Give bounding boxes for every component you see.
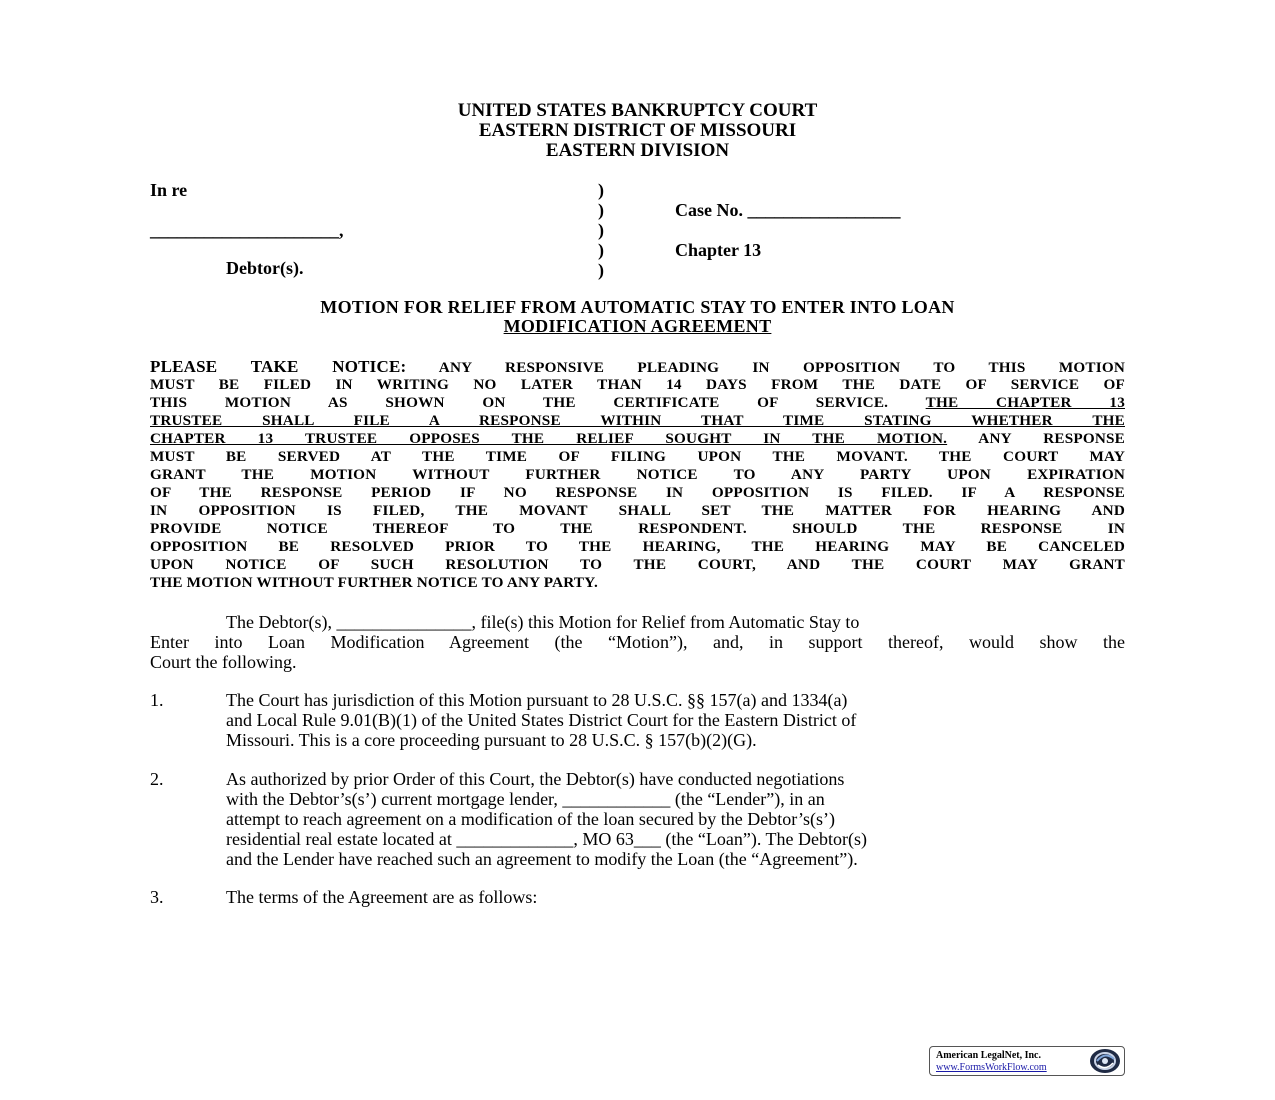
item-line: As authorized by prior Order of this Court, the Debtor(s) have conducted negotiations xyxy=(226,769,845,789)
item-line: residential real estate located at _____________, MO 63___ (the “Loan”). The Debtor(s) xyxy=(226,829,867,849)
caption-paren: ) xyxy=(598,260,604,280)
notice-line xyxy=(150,358,1125,377)
court-division: EASTERN DIVISION xyxy=(545,140,730,161)
item-line: attempt to reach agreement on a modification of the loan secured by the Debtor’s(s’) xyxy=(226,809,835,829)
american-legalnet-logo xyxy=(929,1046,1125,1076)
logo-website-link[interactable]: www.FormsWorkFlow.com xyxy=(936,1062,1047,1073)
debtor-name-blank: _____________________, xyxy=(150,220,344,240)
item-number: 3. xyxy=(150,887,164,907)
notice-text: ANY RESPONSIVE PLEADING IN OPPOSITION TO THIS MOTION xyxy=(406,359,1125,376)
item-line: with the Debtor’s(s’) current mortgage lender, ____________ (the “Lender”), in an xyxy=(226,789,825,809)
notice-lead: PLEASE TAKE NOTICE: xyxy=(150,357,407,376)
in-re-label: In re xyxy=(150,180,188,200)
intro-line: The Debtor(s), _______________, file(s) this Motion for Relief from Automatic Stay to xyxy=(226,612,860,632)
logo-company-name: American LegalNet, Inc. xyxy=(936,1050,1041,1061)
notice-text: ANY RESPONSE xyxy=(947,430,1126,447)
notice-line-underlined: TRUSTEE SHALL FILE A RESPONSE WITHIN THAT TIME STATING WHETHER THE xyxy=(150,412,1125,429)
item-number: 2. xyxy=(150,769,164,789)
notice-text: THIS MOTION AS SHOWN ON THE CERTIFICATE OF SERVICE. xyxy=(150,394,926,411)
motion-title-line2 xyxy=(150,317,1125,336)
court-name: UNITED STATES BANKRUPTCY COURT xyxy=(457,100,818,121)
notice-underlined: CHAPTER 13 TRUSTEE OPPOSES THE RELIEF SOUGHT IN THE MOTION. xyxy=(150,430,948,447)
item-line: The terms of the Agreement are as follows: xyxy=(226,887,538,907)
intro-line: Court the following. xyxy=(150,652,297,672)
case-number: Case No. _________________ xyxy=(675,200,901,220)
notice-line: OPPOSITION BE RESOLVED PRIOR TO THE HEARING, THE HEARING MAY BE CANCELED xyxy=(150,538,1125,555)
notice-line: MUST BE SERVED AT THE TIME OF FILING UPON THE MOVANT. THE COURT MAY xyxy=(150,448,1125,465)
debtor-label: Debtor(s). xyxy=(226,258,304,278)
item-line: and the Lender have reached such an agreement to modify the Loan (the “Agreement”). xyxy=(226,849,858,869)
item-line: and Local Rule 9.01(B)(1) of the United States District Court for the Eastern District of xyxy=(226,710,857,730)
notice-line xyxy=(150,394,1125,412)
caption-paren: ) xyxy=(598,180,604,200)
notice-line: OF THE RESPONSE PERIOD IF NO RESPONSE IN OPPOSITION IS FILED. IF A RESPONSE xyxy=(150,484,1125,501)
intro-line: Enter into Loan Modification Agreement (the “Motion”), and, in support thereof, would show the xyxy=(150,632,1125,652)
notice-line: GRANT THE MOTION WITHOUT FURTHER NOTICE TO ANY PARTY UPON EXPIRATION xyxy=(150,466,1125,483)
caption-paren: ) xyxy=(598,200,604,220)
notice-line: UPON NOTICE OF SUCH RESOLUTION TO THE COURT, AND THE COURT MAY GRANT xyxy=(150,556,1125,573)
notice-line: THE MOTION WITHOUT FURTHER NOTICE TO ANY PARTY. xyxy=(150,574,599,591)
item-line: Missouri. This is a core proceeding pursuant to 28 U.S.C. § 157(b)(2)(G). xyxy=(226,730,757,750)
motion-title-underlined: MODIFICATION AGREEMENT xyxy=(503,316,772,336)
notice-line xyxy=(150,430,1125,448)
notice-underlined: THE CHAPTER 13 xyxy=(925,394,1125,411)
globe-swirl-icon xyxy=(1088,1048,1122,1074)
caption-paren: ) xyxy=(598,240,604,260)
motion-title: MOTION FOR RELIEF FROM AUTOMATIC STAY TO ENTER INTO LOAN xyxy=(320,297,955,317)
item-number: 1. xyxy=(150,690,164,710)
court-district: EASTERN DISTRICT OF MISSOURI xyxy=(478,120,797,141)
item-line: The Court has jurisdiction of this Motion pursuant to 28 U.S.C. §§ 157(a) and 1334(a) xyxy=(226,690,848,710)
notice-line: MUST BE FILED IN WRITING NO LATER THAN 14 DAYS FROM THE DATE OF SERVICE OF xyxy=(150,376,1125,393)
chapter-label: Chapter 13 xyxy=(675,240,762,260)
notice-line: PROVIDE NOTICE THEREOF TO THE RESPONDENT. SHOULD THE RESPONSE IN xyxy=(150,520,1125,537)
notice-line: IN OPPOSITION IS FILED, THE MOVANT SHALL SET THE MATTER FOR HEARING AND xyxy=(150,502,1125,519)
caption-paren: ) xyxy=(598,220,604,240)
